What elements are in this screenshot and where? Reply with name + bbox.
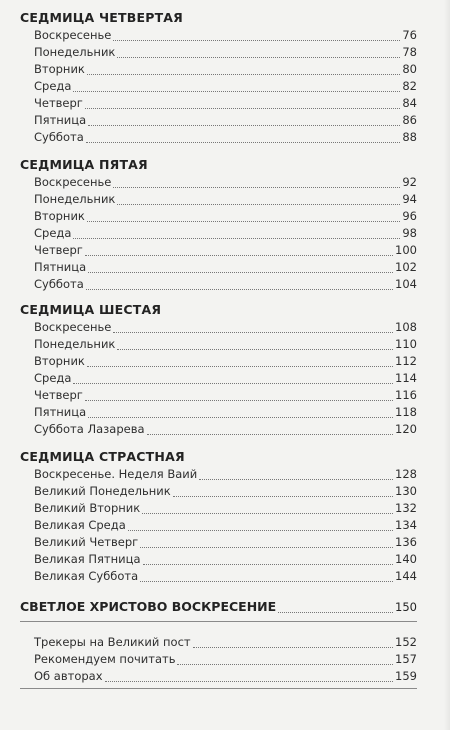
- entry-label: Вторник: [34, 354, 85, 368]
- dot-leader: [87, 365, 393, 367]
- toc-entry[interactable]: [34, 95, 417, 112]
- toc-entry[interactable]: [34, 242, 417, 259]
- toc-entry[interactable]: [34, 404, 417, 421]
- entry-label: Среда: [34, 79, 72, 93]
- entry-page: 134: [395, 518, 417, 532]
- toc-entry[interactable]: [34, 668, 417, 685]
- section-title: СЕДМИЦА ПЯТАЯ: [20, 157, 148, 172]
- entry-page: 84: [402, 96, 417, 110]
- toc-entry[interactable]: [34, 259, 417, 276]
- entry-page: 140: [395, 552, 417, 566]
- entry-label: Среда: [34, 226, 72, 240]
- divider: [20, 688, 417, 689]
- entry-label: Пятница: [34, 405, 87, 419]
- dot-leader: [113, 39, 400, 41]
- toc-entry[interactable]: [34, 27, 417, 44]
- entry-label: Великая Пятница: [34, 552, 141, 566]
- entry-label: Воскресенье: [34, 28, 112, 42]
- toc-entry[interactable]: [34, 517, 417, 534]
- dot-leader: [86, 141, 401, 143]
- entry-page: 86: [402, 113, 417, 127]
- toc-entry[interactable]: [34, 336, 417, 353]
- entry-page: 96: [402, 209, 417, 223]
- entry-page: 114: [395, 371, 417, 385]
- dot-leader: [73, 382, 393, 384]
- dot-leader: [173, 495, 393, 497]
- section-title: СЕДМИЦА СТРАСТНАЯ: [20, 449, 185, 464]
- dot-leader: [177, 663, 393, 665]
- dot-leader: [193, 646, 393, 648]
- dot-leader: [113, 331, 393, 333]
- entry-label: Воскресенье: [34, 320, 112, 334]
- dot-leader: [117, 56, 400, 58]
- toc-entry[interactable]: [34, 466, 417, 483]
- toc-entry[interactable]: [34, 387, 417, 404]
- toc-entry[interactable]: [34, 483, 417, 500]
- entry-page: 136: [395, 535, 417, 549]
- toc-entry[interactable]: [34, 500, 417, 517]
- dot-leader: [105, 680, 394, 682]
- section-title: СЕДМИЦА ШЕСТАЯ: [20, 302, 162, 317]
- toc-entry[interactable]: [34, 174, 417, 191]
- entry-label: Суббота: [34, 130, 84, 144]
- entry-page: 94: [402, 192, 417, 206]
- entry-label: СВЕТЛОЕ ХРИСТОВО ВОСКРЕСЕНИЕ: [20, 599, 277, 614]
- entry-label: Трекеры на Великий пост: [34, 635, 191, 649]
- entry-page: 104: [395, 277, 417, 291]
- entry-label: Об авторах: [34, 669, 103, 683]
- entry-page: 128: [395, 467, 417, 481]
- toc-entry[interactable]: [34, 421, 417, 438]
- toc-entry[interactable]: [34, 370, 417, 387]
- dot-leader: [199, 478, 393, 480]
- dot-leader: [87, 220, 400, 222]
- entry-page: 159: [395, 669, 417, 683]
- entry-page: 98: [402, 226, 417, 240]
- entry-page: 120: [395, 422, 417, 436]
- section-title: СЕДМИЦА ЧЕТВЕРТАЯ: [20, 10, 183, 25]
- entry-label: Понедельник: [34, 337, 116, 351]
- dot-leader: [140, 580, 393, 582]
- entry-label: Суббота: [34, 277, 84, 291]
- dot-leader: [87, 73, 400, 75]
- dot-leader: [117, 348, 393, 350]
- entry-label: Вторник: [34, 62, 85, 76]
- toc-entry[interactable]: [34, 353, 417, 370]
- entry-page: 118: [395, 405, 417, 419]
- entry-page: 78: [402, 45, 417, 59]
- entry-label: Среда: [34, 371, 72, 385]
- entry-page: 76: [402, 28, 417, 42]
- entry-page: 80: [402, 62, 417, 76]
- divider: [20, 621, 417, 622]
- entry-label: Великая Среда: [34, 518, 126, 532]
- entry-label: Великий Четверг: [34, 535, 139, 549]
- entry-page: 102: [395, 260, 417, 274]
- entry-page: 116: [395, 388, 417, 402]
- dot-leader: [143, 563, 394, 565]
- dot-leader: [85, 399, 393, 401]
- dot-leader: [113, 186, 400, 188]
- entry-label: Четверг: [34, 96, 83, 110]
- entry-page: 92: [402, 175, 417, 189]
- dot-leader: [88, 124, 400, 126]
- entry-label: Пятница: [34, 260, 87, 274]
- entry-page: 82: [402, 79, 417, 93]
- toc-entry[interactable]: [34, 276, 417, 293]
- entry-label: Суббота Лазарева: [34, 422, 145, 436]
- entry-page: 132: [395, 501, 417, 515]
- entry-label: Воскресенье: [34, 175, 112, 189]
- toc-entry[interactable]: [34, 191, 417, 208]
- entry-page: 130: [395, 484, 417, 498]
- toc-entry[interactable]: [34, 225, 417, 242]
- dot-leader: [85, 254, 393, 256]
- dot-leader: [128, 529, 393, 531]
- entry-page: 152: [395, 635, 417, 649]
- dot-leader: [88, 271, 393, 273]
- toc-entry[interactable]: [34, 634, 417, 651]
- entry-label: Великий Понедельник: [34, 484, 171, 498]
- toc-entry[interactable]: [34, 651, 417, 668]
- toc-entry[interactable]: [34, 534, 417, 551]
- dot-leader: [85, 107, 401, 109]
- dot-leader: [117, 203, 400, 205]
- toc-entry[interactable]: [34, 319, 417, 336]
- toc-entry[interactable]: [34, 112, 417, 129]
- entry-label: Воскресенье. Неделя Ваий: [34, 467, 198, 481]
- dot-leader: [86, 288, 393, 290]
- entry-label: Великий Вторник: [34, 501, 141, 515]
- dot-leader: [142, 512, 393, 514]
- entry-page: 108: [395, 320, 417, 334]
- dot-leader: [73, 237, 400, 239]
- toc-entry[interactable]: [34, 568, 417, 585]
- entry-label: Великая Суббота: [34, 569, 139, 583]
- entry-label: Понедельник: [34, 192, 116, 206]
- entry-label: Пятница: [34, 113, 87, 127]
- toc-entry[interactable]: [34, 129, 417, 146]
- entry-page: 157: [395, 652, 417, 666]
- entry-page: 150: [395, 600, 417, 614]
- dot-leader: [73, 90, 400, 92]
- entry-page: 100: [395, 243, 417, 257]
- entry-page: 110: [395, 337, 417, 351]
- dot-leader: [278, 612, 393, 613]
- toc-entry[interactable]: [34, 61, 417, 78]
- entry-label: Понедельник: [34, 45, 116, 59]
- entry-page: 88: [402, 130, 417, 144]
- dot-leader: [147, 433, 394, 435]
- entry-label: Вторник: [34, 209, 85, 223]
- entry-label: Четверг: [34, 243, 83, 257]
- entry-page: 144: [395, 569, 417, 583]
- dot-leader: [140, 546, 393, 548]
- toc-entry[interactable]: [34, 551, 417, 568]
- resurrection-entry[interactable]: [20, 598, 417, 616]
- toc-entry[interactable]: [34, 208, 417, 225]
- toc-entry[interactable]: [34, 78, 417, 95]
- dot-leader: [88, 416, 393, 418]
- entry-label: Четверг: [34, 388, 83, 402]
- entry-label: Рекомендуем почитать: [34, 652, 176, 666]
- entry-page: 112: [395, 354, 417, 368]
- toc-entry[interactable]: [34, 44, 417, 61]
